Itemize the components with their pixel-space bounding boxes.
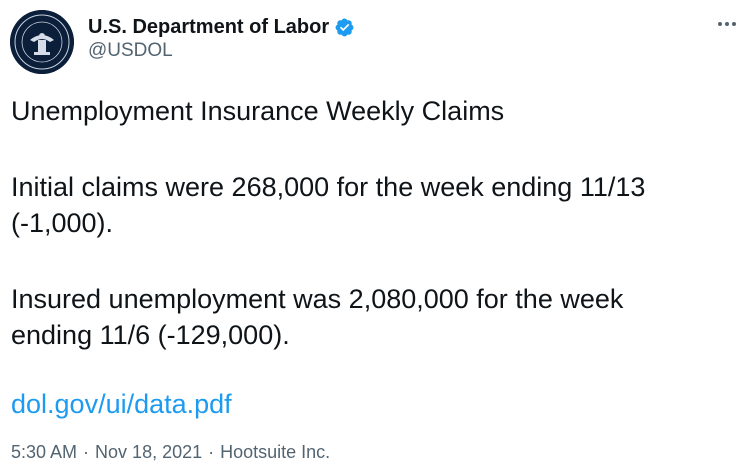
tweet-text-line: ending 11/6 (-129,000).: [11, 320, 290, 350]
tweet-link[interactable]: dol.gov/ui/data.pdf: [11, 389, 232, 419]
user-handle[interactable]: @USDOL: [88, 40, 173, 61]
tweet-date[interactable]: Nov 18, 2021: [95, 442, 203, 462]
meta-separator: ·: [208, 442, 215, 462]
tweet-text-line: (-1,000).: [11, 208, 114, 238]
meta-separator: ·: [83, 442, 90, 462]
tweet-text-line: Initial claims were 268,000 for the week ending 11/13: [11, 172, 646, 202]
more-options-icon[interactable]: [712, 16, 742, 32]
verified-badge-icon: [334, 17, 355, 38]
tweet-meta: [11, 442, 330, 463]
avatar[interactable]: [10, 10, 74, 74]
tweet-source[interactable]: Hootsuite Inc.: [220, 442, 331, 462]
more-dot: [725, 22, 729, 26]
department-of-labor-seal-icon: [10, 10, 74, 74]
display-name[interactable]: U.S. Department of Labor: [88, 15, 330, 38]
more-dot: [718, 22, 722, 26]
tweet-text-line: Unemployment Insurance Weekly Claims: [11, 96, 505, 126]
more-dot: [732, 22, 736, 26]
name-row: [88, 14, 355, 40]
tweet-time[interactable]: 5:30 AM: [11, 442, 78, 462]
tweet-text-line: Insured unemployment was 2,080,000 for the week: [11, 284, 624, 314]
